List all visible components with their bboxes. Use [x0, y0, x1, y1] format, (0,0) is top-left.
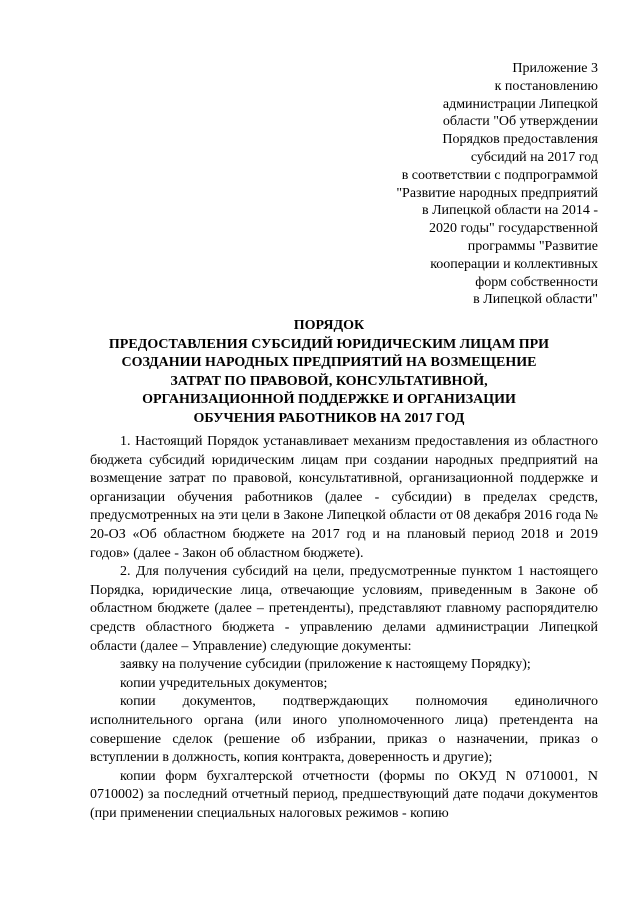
annex-line: Порядков предоставления — [442, 132, 598, 148]
title-line: ОБУЧЕНИЯ РАБОТНИКОВ НА 2017 ГОД — [193, 410, 465, 426]
annex-line: области "Об утверждении — [442, 114, 598, 130]
annex-line: программы "Развитие — [467, 238, 598, 254]
title-line: ОРГАНИЗАЦИОННОЙ ПОДДЕРЖКЕ И ОРГАНИЗАЦИИ — [142, 392, 516, 407]
title-line: ЗАТРАТ ПО ПРАВОВОЙ, КОНСУЛЬТАТИВНОЙ, — [170, 373, 488, 389]
list-item-application: заявку на получение субсидии (приложение к настоящему Порядку); — [120, 657, 531, 673]
annex-line: форм собственности — [475, 274, 598, 290]
paragraph-1: 1. Настоящий Порядок устанавливает механизм предоставления из областного бюджета субсидий юридическим лицам при создании народных предприятий на возмещение затрат по правовой, консультативной, организационной поддержке и организации обучения работников (далее - субсидии) в пределах средств, предусмотренных на эти цели в Законе Липецкой области от 08 декабря 2016 года № 20-ОЗ «Об областном бюджете на 2017 год и на плановый период 2018 и 2019 годов» (далее - Закон об областном бюджете). — [90, 434, 598, 561]
annex-line: субсидий на 2017 год — [470, 149, 598, 165]
annex-line: администрации Липецкой — [442, 96, 598, 112]
title-line: ПОРЯДОК — [293, 318, 365, 333]
paragraph-2: 2. Для получения субсидий на цели, предусмотренные пунктом 1 настоящего Порядка, юридические лица, отвечающие условиям, приведенным в Законе об областном бюджете (далее – претенденты), представляют главному распорядителю средств областного бюджета - управлению делами администрации Липецкой области (далее – Управление) следующие документы: — [90, 564, 598, 654]
document-body — [90, 433, 598, 823]
annex-line: в Липецкой области" — [473, 292, 598, 308]
document-title — [60, 317, 598, 428]
list-item-authority-documents: копии документов, подтверждающих полномочия единоличного исполнительного органа (или иного уполномоченного лица) претендента на совершение сделок (решение об избрании, приказ о назначении, приказ о вступлении в должность, копия контракта, доверенность и другие); — [90, 694, 598, 766]
annex-line: "Развитие народных предприятий — [396, 185, 598, 201]
annex-line: Приложение 3 — [512, 61, 598, 76]
list-item-charter-copies: копии учредительных документов; — [120, 675, 328, 691]
annex-line: кооперации и коллективных — [430, 256, 598, 272]
title-line: СОЗДАНИИ НАРОДНЫХ ПРЕДПРИЯТИЙ НА ВОЗМЕЩЕНИЕ — [121, 355, 537, 370]
list-item-accounting-forms: копии форм бухгалтерской отчетности (формы по ОКУД N 0710001, N 0710002) за последний отчетный период, предшествующий дате подачи документов (при применении специальных налоговых режимов - копию — [90, 768, 598, 821]
annex-line: 2020 годы" государственной — [428, 221, 598, 237]
title-line: ПРЕДОСТАВЛЕНИЯ СУБСИДИЙ ЮРИДИЧЕСКИМ ЛИЦАМ ПРИ — [108, 336, 550, 352]
annex-header — [298, 60, 598, 309]
annex-line: к постановлению — [494, 78, 598, 94]
annex-line: в соответствии с подпрограммой — [401, 167, 598, 183]
annex-line: в Липецкой области на 2014 - — [421, 203, 598, 219]
